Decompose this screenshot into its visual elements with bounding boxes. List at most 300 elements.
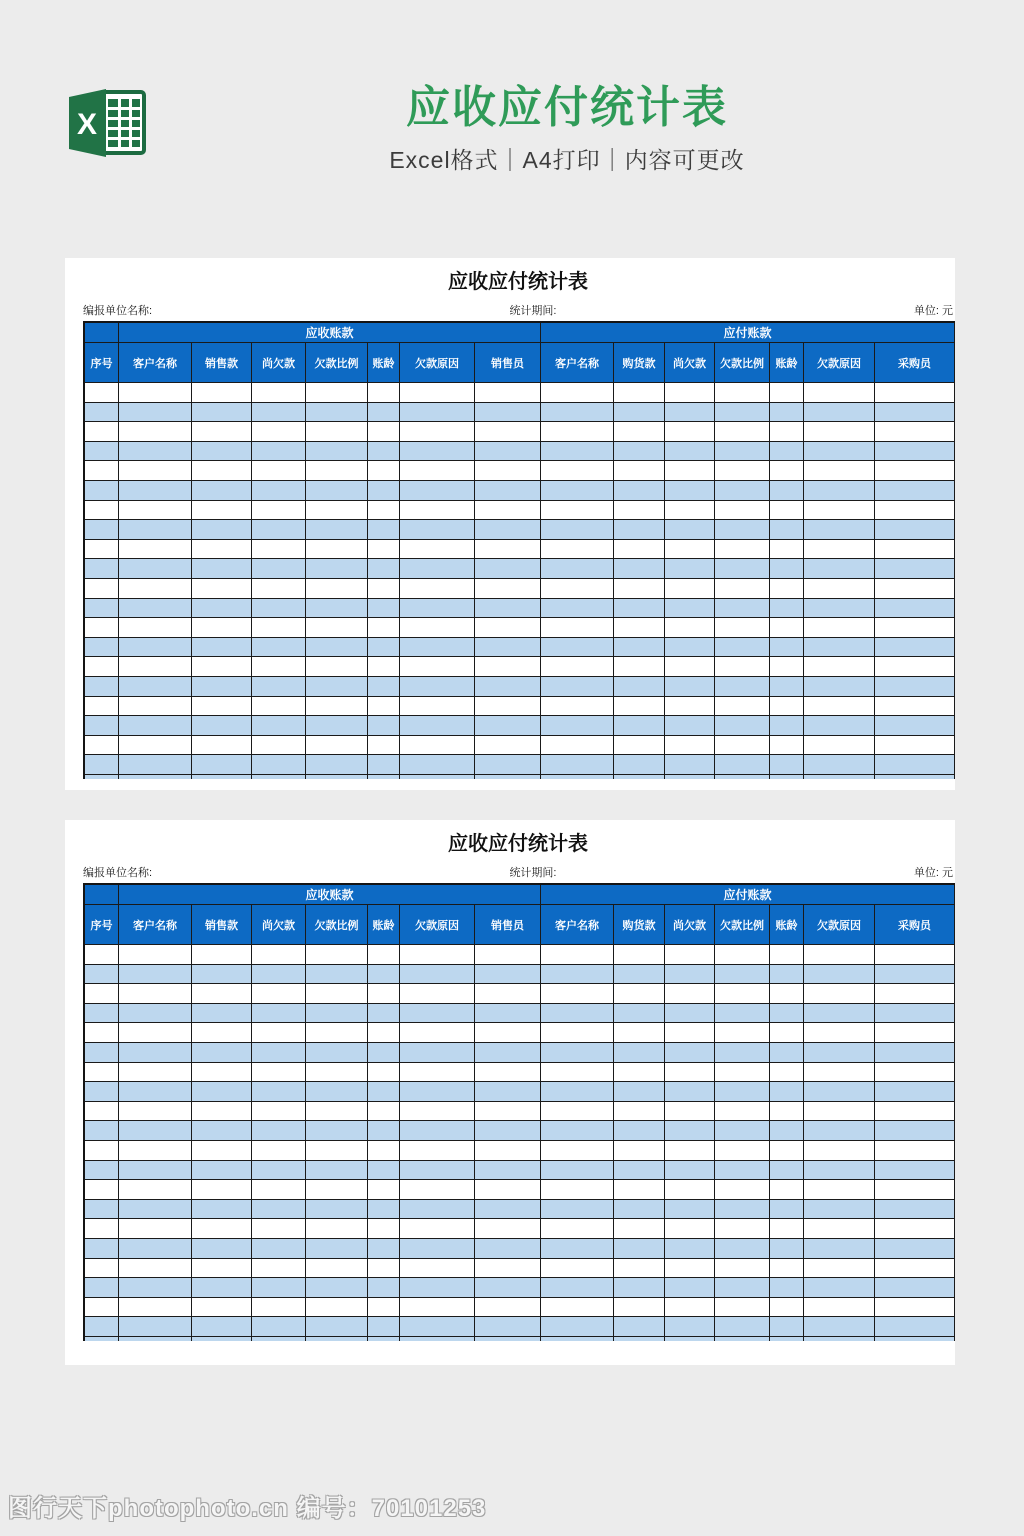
clipped-row-cell: [252, 775, 306, 779]
body-cell: [541, 1082, 614, 1102]
column-header: 采购员: [875, 905, 955, 945]
body-cell: [306, 1102, 368, 1122]
body-cell: [400, 540, 475, 560]
body-cell: [541, 1317, 614, 1337]
body-cell: [368, 1239, 400, 1259]
body-cell: [875, 1259, 955, 1279]
body-cell: [475, 1259, 541, 1279]
body-cell: [119, 1082, 192, 1102]
body-cell: [252, 1278, 306, 1298]
body-cell: [665, 1004, 715, 1024]
body-cell: [541, 403, 614, 423]
body-cell: [400, 1317, 475, 1337]
body-cell: [770, 1023, 804, 1043]
body-cell: [192, 638, 252, 658]
body-cell: [252, 1298, 306, 1318]
body-cell: [875, 1200, 955, 1220]
body-cell: [192, 1200, 252, 1220]
body-cell: [875, 403, 955, 423]
body-cell: [715, 1141, 770, 1161]
body-cell: [875, 965, 955, 985]
body-cell: [804, 579, 875, 599]
clipped-row-cell: [665, 775, 715, 779]
clipped-row-cell: [475, 1337, 541, 1341]
body-cell: [368, 501, 400, 521]
body-cell: [875, 1023, 955, 1043]
body-cell: [541, 638, 614, 658]
body-cell: [252, 984, 306, 1004]
body-cell: [475, 1278, 541, 1298]
body-cell: [770, 965, 804, 985]
body-cell: [804, 1082, 875, 1102]
body-cell: [252, 1200, 306, 1220]
body-cell: [400, 657, 475, 677]
clipped-row-cell: [119, 775, 192, 779]
body-cell: [541, 1004, 614, 1024]
body-cell: [475, 1082, 541, 1102]
body-cell: [400, 736, 475, 756]
body-cell: [306, 1219, 368, 1239]
body-cell: [368, 1259, 400, 1279]
body-cell: [770, 1259, 804, 1279]
body-cell: [614, 755, 665, 775]
body-cell: [368, 1004, 400, 1024]
body-cell: [770, 540, 804, 560]
body-cell: [192, 965, 252, 985]
clipped-row-cell: [804, 1337, 875, 1341]
spreadsheet-grid: [83, 883, 955, 1341]
body-cell: [770, 422, 804, 442]
body-cell: [715, 1023, 770, 1043]
body-cell: [192, 1161, 252, 1181]
clipped-row-cell: [85, 775, 119, 779]
body-cell: [665, 599, 715, 619]
body-cell: [715, 984, 770, 1004]
body-cell: [400, 1023, 475, 1043]
clipped-row-cell: [192, 1337, 252, 1341]
body-cell: [875, 559, 955, 579]
column-header: 序号: [85, 905, 119, 945]
body-cell: [306, 442, 368, 462]
body-cell: [770, 638, 804, 658]
column-header: 尚欠款: [665, 343, 715, 383]
body-cell: [119, 638, 192, 658]
body-cell: [541, 984, 614, 1004]
body-cell: [614, 984, 665, 1004]
body-cell: [614, 716, 665, 736]
body-cell: [192, 461, 252, 481]
body-cell: [665, 422, 715, 442]
statistics-period-label: 统计期间:: [509, 867, 557, 879]
body-cell: [541, 559, 614, 579]
body-cell: [541, 697, 614, 717]
body-cell: [614, 501, 665, 521]
body-cell: [306, 599, 368, 619]
body-cell: [400, 481, 475, 501]
body-cell: [804, 422, 875, 442]
body-cell: [770, 716, 804, 736]
body-cell: [252, 461, 306, 481]
body-cell: [306, 677, 368, 697]
body-cell: [252, 501, 306, 521]
body-cell: [804, 755, 875, 775]
body-cell: [400, 984, 475, 1004]
body-cell: [715, 1082, 770, 1102]
body-cell: [614, 1239, 665, 1259]
body-cell: [306, 697, 368, 717]
body-cell: [665, 383, 715, 403]
body-cell: [614, 1317, 665, 1337]
body-cell: [119, 599, 192, 619]
body-cell: [192, 618, 252, 638]
body-cell: [306, 716, 368, 736]
body-cell: [715, 481, 770, 501]
body-cell: [770, 442, 804, 462]
body-cell: [306, 1239, 368, 1259]
sheet-title: 应收应付统计表: [448, 833, 588, 855]
body-cell: [715, 638, 770, 658]
body-cell: [665, 1200, 715, 1220]
column-header: 账龄: [770, 905, 804, 945]
body-cell: [875, 1180, 955, 1200]
site-watermark: 图行天下photophoto.cn 编号：70101253: [8, 1495, 487, 1522]
body-cell: [252, 638, 306, 658]
body-cell: [306, 1161, 368, 1181]
body-cell: [475, 677, 541, 697]
body-cell: [665, 1298, 715, 1318]
body-cell: [804, 677, 875, 697]
body-cell: [770, 657, 804, 677]
body-cell: [475, 697, 541, 717]
body-cell: [475, 540, 541, 560]
body-cell: [400, 716, 475, 736]
body-cell: [192, 579, 252, 599]
body-cell: [400, 677, 475, 697]
clipped-row-cell: [715, 1337, 770, 1341]
body-cell: [665, 657, 715, 677]
body-cell: [252, 1259, 306, 1279]
body-cell: [368, 1278, 400, 1298]
column-header: 尚欠款: [665, 905, 715, 945]
body-cell: [804, 1180, 875, 1200]
body-cell: [875, 599, 955, 619]
body-cell: [715, 1239, 770, 1259]
page-subtitle: Excel格式｜A4打印｜内容可更改: [389, 147, 745, 173]
body-cell: [665, 945, 715, 965]
body-cell: [804, 618, 875, 638]
body-cell: [715, 559, 770, 579]
body-cell: [400, 1043, 475, 1063]
body-cell: [119, 657, 192, 677]
body-cell: [541, 716, 614, 736]
body-cell: [804, 501, 875, 521]
body-cell: [475, 383, 541, 403]
body-cell: [614, 1219, 665, 1239]
reporting-unit-label: 编报单位名称:: [83, 867, 153, 879]
body-cell: [85, 403, 119, 423]
body-cell: [475, 1023, 541, 1043]
body-cell: [541, 965, 614, 985]
body-cell: [119, 1219, 192, 1239]
body-cell: [665, 1259, 715, 1279]
column-header: 购货款: [614, 343, 665, 383]
body-cell: [715, 422, 770, 442]
body-cell: [192, 442, 252, 462]
body-cell: [614, 422, 665, 442]
body-cell: [804, 1259, 875, 1279]
body-cell: [665, 540, 715, 560]
body-cell: [85, 1141, 119, 1161]
body-cell: [875, 677, 955, 697]
body-cell: [715, 442, 770, 462]
body-cell: [119, 422, 192, 442]
body-cell: [715, 965, 770, 985]
body-cell: [614, 945, 665, 965]
body-cell: [85, 559, 119, 579]
body-cell: [804, 1317, 875, 1337]
body-cell: [85, 461, 119, 481]
body-cell: [252, 1063, 306, 1083]
body-cell: [192, 945, 252, 965]
clipped-row-cell: [475, 775, 541, 779]
body-cell: [400, 1200, 475, 1220]
body-cell: [614, 697, 665, 717]
body-cell: [770, 481, 804, 501]
body-cell: [475, 945, 541, 965]
body-cell: [770, 984, 804, 1004]
body-cell: [368, 540, 400, 560]
body-cell: [306, 461, 368, 481]
body-cell: [770, 755, 804, 775]
body-cell: [368, 1200, 400, 1220]
body-cell: [875, 1161, 955, 1181]
body-cell: [875, 716, 955, 736]
body-cell: [306, 1063, 368, 1083]
body-cell: [770, 1317, 804, 1337]
body-cell: [368, 984, 400, 1004]
body-cell: [614, 1121, 665, 1141]
body-cell: [541, 677, 614, 697]
body-cell: [368, 1121, 400, 1141]
body-cell: [665, 1063, 715, 1083]
body-cell: [541, 461, 614, 481]
body-cell: [770, 579, 804, 599]
body-cell: [192, 1259, 252, 1279]
body-cell: [368, 1219, 400, 1239]
body-cell: [475, 1161, 541, 1181]
body-cell: [875, 638, 955, 658]
body-cell: [665, 1278, 715, 1298]
body-cell: [192, 403, 252, 423]
clipped-row-cell: [541, 775, 614, 779]
body-cell: [475, 1239, 541, 1259]
body-cell: [475, 1102, 541, 1122]
body-cell: [541, 1180, 614, 1200]
body-cell: [85, 638, 119, 658]
column-header: 欠款比例: [306, 343, 368, 383]
body-cell: [665, 461, 715, 481]
body-cell: [770, 945, 804, 965]
body-cell: [715, 1219, 770, 1239]
body-cell: [665, 736, 715, 756]
column-header: 购货款: [614, 905, 665, 945]
body-cell: [614, 1161, 665, 1181]
body-cell: [770, 461, 804, 481]
body-cell: [192, 1180, 252, 1200]
body-cell: [368, 442, 400, 462]
body-cell: [400, 1082, 475, 1102]
body-cell: [715, 461, 770, 481]
body-cell: [368, 1161, 400, 1181]
body-cell: [770, 1102, 804, 1122]
body-cell: [875, 383, 955, 403]
body-cell: [475, 1043, 541, 1063]
sheet-panel-1: [65, 258, 955, 790]
body-cell: [715, 1180, 770, 1200]
body-cell: [475, 559, 541, 579]
body-cell: [85, 1082, 119, 1102]
body-cell: [119, 442, 192, 462]
body-cell: [875, 481, 955, 501]
body-cell: [770, 1082, 804, 1102]
body-cell: [119, 1023, 192, 1043]
body-cell: [541, 1161, 614, 1181]
column-header: 销售员: [475, 905, 541, 945]
body-cell: [715, 1259, 770, 1279]
body-cell: [715, 1317, 770, 1337]
body-cell: [306, 1141, 368, 1161]
page-header: [110, 82, 1024, 175]
body-cell: [400, 422, 475, 442]
body-cell: [475, 618, 541, 638]
body-cell: [192, 1298, 252, 1318]
unit-label: 单位: 元: [913, 867, 953, 879]
body-cell: [541, 579, 614, 599]
body-cell: [192, 1082, 252, 1102]
body-cell: [614, 1043, 665, 1063]
body-cell: [875, 1102, 955, 1122]
body-cell: [85, 697, 119, 717]
body-cell: [192, 657, 252, 677]
body-cell: [252, 697, 306, 717]
body-cell: [875, 657, 955, 677]
body-cell: [192, 984, 252, 1004]
body-cell: [715, 1004, 770, 1024]
body-cell: [85, 755, 119, 775]
body-cell: [614, 736, 665, 756]
body-cell: [85, 1219, 119, 1239]
body-cell: [804, 540, 875, 560]
body-cell: [475, 1298, 541, 1318]
clipped-row-cell: [875, 775, 955, 779]
body-cell: [252, 481, 306, 501]
body-cell: [306, 1278, 368, 1298]
column-header: 销售款: [192, 343, 252, 383]
body-cell: [715, 1161, 770, 1181]
body-cell: [665, 984, 715, 1004]
body-cell: [400, 403, 475, 423]
body-cell: [119, 1121, 192, 1141]
body-cell: [541, 1200, 614, 1220]
body-cell: [119, 736, 192, 756]
body-cell: [614, 1259, 665, 1279]
sheet-title: 应收应付统计表: [448, 271, 588, 293]
column-header: 欠款原因: [400, 905, 475, 945]
body-cell: [400, 1259, 475, 1279]
body-cell: [665, 579, 715, 599]
body-cell: [85, 1023, 119, 1043]
body-cell: [85, 618, 119, 638]
body-cell: [665, 442, 715, 462]
body-cell: [119, 1298, 192, 1318]
column-header: 欠款比例: [715, 343, 770, 383]
clipped-row-cell: [614, 1337, 665, 1341]
body-cell: [770, 677, 804, 697]
body-cell: [614, 1004, 665, 1024]
body-cell: [614, 442, 665, 462]
body-cell: [368, 755, 400, 775]
spreadsheet-grid: [83, 321, 955, 779]
body-cell: [875, 1141, 955, 1161]
body-cell: [85, 422, 119, 442]
body-cell: [541, 1023, 614, 1043]
body-cell: [770, 1043, 804, 1063]
clipped-row-cell: [368, 1337, 400, 1341]
body-cell: [875, 755, 955, 775]
body-cell: [306, 579, 368, 599]
body-cell: [119, 1141, 192, 1161]
body-cell: [400, 599, 475, 619]
clipped-row-cell: [614, 775, 665, 779]
body-cell: [192, 1023, 252, 1043]
body-cell: [804, 657, 875, 677]
body-cell: [85, 599, 119, 619]
body-cell: [875, 501, 955, 521]
body-cell: [770, 520, 804, 540]
body-cell: [85, 442, 119, 462]
body-cell: [541, 501, 614, 521]
body-cell: [614, 540, 665, 560]
body-cell: [192, 540, 252, 560]
body-cell: [614, 383, 665, 403]
body-cell: [252, 1180, 306, 1200]
column-header: 客户名称: [541, 343, 614, 383]
body-cell: [770, 1219, 804, 1239]
body-cell: [804, 1161, 875, 1181]
body-cell: [252, 1102, 306, 1122]
body-cell: [541, 422, 614, 442]
body-cell: [85, 1102, 119, 1122]
body-cell: [252, 1121, 306, 1141]
body-cell: [541, 618, 614, 638]
body-cell: [368, 657, 400, 677]
body-cell: [252, 677, 306, 697]
body-cell: [192, 1121, 252, 1141]
body-cell: [192, 1102, 252, 1122]
body-cell: [400, 1180, 475, 1200]
body-cell: [614, 618, 665, 638]
body-cell: [252, 540, 306, 560]
body-cell: [192, 1043, 252, 1063]
body-cell: [252, 1317, 306, 1337]
body-cell: [85, 1259, 119, 1279]
body-cell: [119, 559, 192, 579]
body-cell: [306, 422, 368, 442]
body-cell: [541, 1043, 614, 1063]
body-cell: [119, 965, 192, 985]
body-cell: [306, 1298, 368, 1318]
body-cell: [85, 657, 119, 677]
